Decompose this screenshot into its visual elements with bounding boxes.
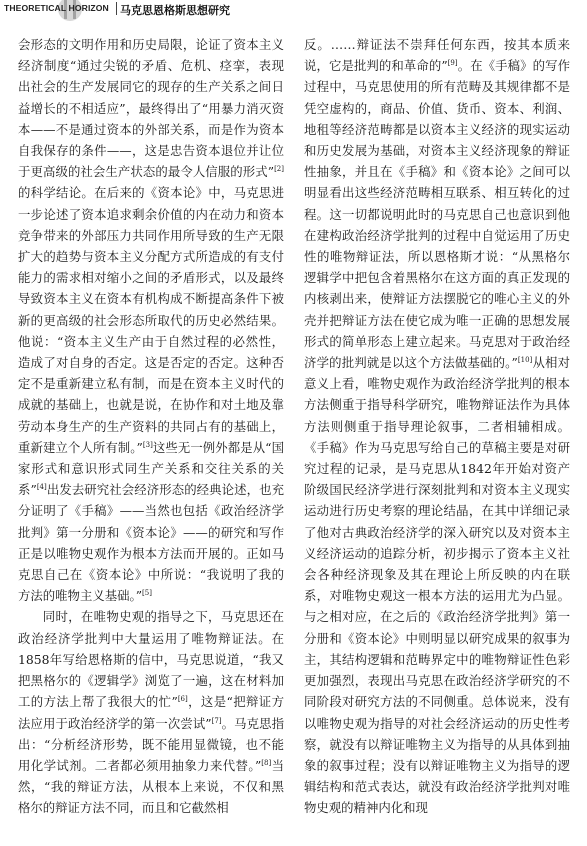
- right-text-column: [304, 34, 570, 819]
- paragraph: [304, 34, 570, 819]
- body-text: 反。……辩证法不崇拜任何东西，按其本质来说，它是批判的和革命的”: [304, 37, 570, 74]
- citation-ref: [2]: [274, 165, 284, 174]
- body-text: 当然，“我的辩证方法，从根本上来说，不仅和黑格尔的辩证方法不同，而且和它截然相: [18, 757, 284, 816]
- citation-ref: [10]: [517, 355, 533, 364]
- page-header: [0, 0, 587, 22]
- body-text: 出发去研究社会经济形态的经典论述，也充分证明了《手稿》——当然也包括《政治经济学批判》第一分册和《资本论》——的研究和写作正是以唯物史观作为根本方法而开展的。正如马克思自己在《资本论》中所说：“我说明了我的方法的唯物主义基础。”: [18, 482, 284, 604]
- body-text: 同时，在唯物史观的指导之下，马克思还在政治经济学批判中大量运用了唯物辩证法。在1858年写给恩格斯的信中，马克思说道，“我又把黑格尔的《逻辑学》浏览了一遍，这在材料加工的方法上帮了我很大的忙”: [18, 609, 284, 710]
- citation-ref: [4]: [36, 483, 47, 492]
- paragraph: [18, 34, 284, 606]
- header-brand: THEORETICAL HORIZON: [4, 3, 109, 13]
- citation-ref: [6]: [177, 695, 188, 704]
- citation-ref: [9]: [447, 59, 458, 68]
- citation-ref: [5]: [142, 589, 152, 598]
- left-text-column: [18, 34, 284, 819]
- body-text: 这些无一例外都是从“国家形式和意识形式同生产关系和交往关系的关系”: [18, 439, 284, 498]
- citation-ref: [3]: [142, 440, 153, 449]
- paragraph: [18, 606, 284, 818]
- body-text: 的科学结论。在后来的《资本论》中，马克思进一步论述了资本追求剩余价值的内在动力和资本竞争带来的外部压力共同作用所导致的生产无限扩大的趋势与资本主义分配方式所造成的有支付能力的需求相对缩小之间的矛盾形式，以及最终导致资本主义在资本有机构成不断提高条件下被新的更高级的社会形态所取代的历史必然结果。他说：“资本主义生产由于自然过程的必然性，造成了对自身的否定。这是否定的否定。这种否定不是重新建立私有制，而是在资本主义时代的成就的基础上，也就是说，在协作和对土地及靠劳动本身生产的生产资料的共同占有的基础上，重新建立个人所有制。”: [18, 185, 284, 455]
- citation-ref: [8]: [261, 758, 272, 767]
- citation-ref: [7]: [211, 716, 222, 725]
- body-text: 。在《手稿》的写作过程中，马克思使用的所有范畴及其规律都不是凭空虚构的，商品、价值、货币、资本、利润、地租等经济范畴都是以资本主义经济的现实运动和历史发展为基础，对资本主义经济现象的辩证性抽象，并且在《手稿》和《资本论》之间可以明显看出这些经济范畴相互联系、相互转化的过程。这一切都说明此时的马克思自己也意识到他在建构政治经济学批判的过程中自觉运用了历史性的唯物辩证法，所以恩格斯才说：“从黑格尔逻辑学中把包含着黑格尔在这方面的真正发现的内核剥出来，使辩证方法摆脱它的唯心主义的外壳并把辩证方法在使它成为唯一正确的思想发展形式的简单形态上建立起来。马克思对于政治经济学的批判就是以这个方法做基础的。”: [304, 58, 571, 371]
- body-text: 。马克思指出：“分析经济形势，既不能用显微镜，也不能用化学试剂。二者都必须用抽象力来代替。”: [18, 715, 284, 773]
- body-text: 从相对意义上看，唯物史观作为政治经济学批判的根本方法侧重于指导科学研究，唯物辩证法作为具体方法则侧重于指导理论叙事，二者相辅相成。《手稿》作为马克思写给自己的草稿主要是对研究过程的记录，是马克思从1842年开始对资产阶级国民经济学进行深刻批判和对资本主义现实运动进行历史考察的理论结晶，在其中详细记录了他对古典政治经济学的深入研究以及对资本主义经济运动的追踪分析，初步揭示了资本主义社会各种经济现象及其在理论上所反映的内在联系，对唯物史观这一根本方法的运用尤为凸显。与之相对应，在之后的《政治经济学批判》第一分册和《资本论》中则明显以研究成果的叙事为主，其结构逻辑和范畴界定中的唯物辩证性色彩更加强烈，表现出马克思在政治经济学研究的不同阶段对研究方法的不同侧重。总体说来，没有以唯物史观为指导的对社会经济运动的历史性考察，就没有以辩证唯物主义为指导的从具体到抽象的叙事过程；没有以辩证唯物主义为指导的逻辑结构和范式表达，就没有政治经济学批判对唯物史观的精神内化和现: [304, 355, 571, 816]
- body-text: ，这是“把辩证方法应用于政治经济学的第一次尝试”: [18, 694, 284, 731]
- body-text: 会形态的文明作用和历史局限，论证了资本主义经济制度“通过尖锐的矛盾、危机、痉挛，表现出社会的生产发展同它的现存的生产关系之间日益增长的不相适应”，最终得出了“用暴力消灭资本——不是通过资本的外部关系，而是作为资本自我保存的条件——，这是忠告资本退位并让位于更高级的社会生产状态的最令人信服的形式”: [18, 37, 284, 180]
- header-journal-title: 马克思恩格斯思想研究: [120, 4, 230, 17]
- header-divider: [116, 2, 117, 15]
